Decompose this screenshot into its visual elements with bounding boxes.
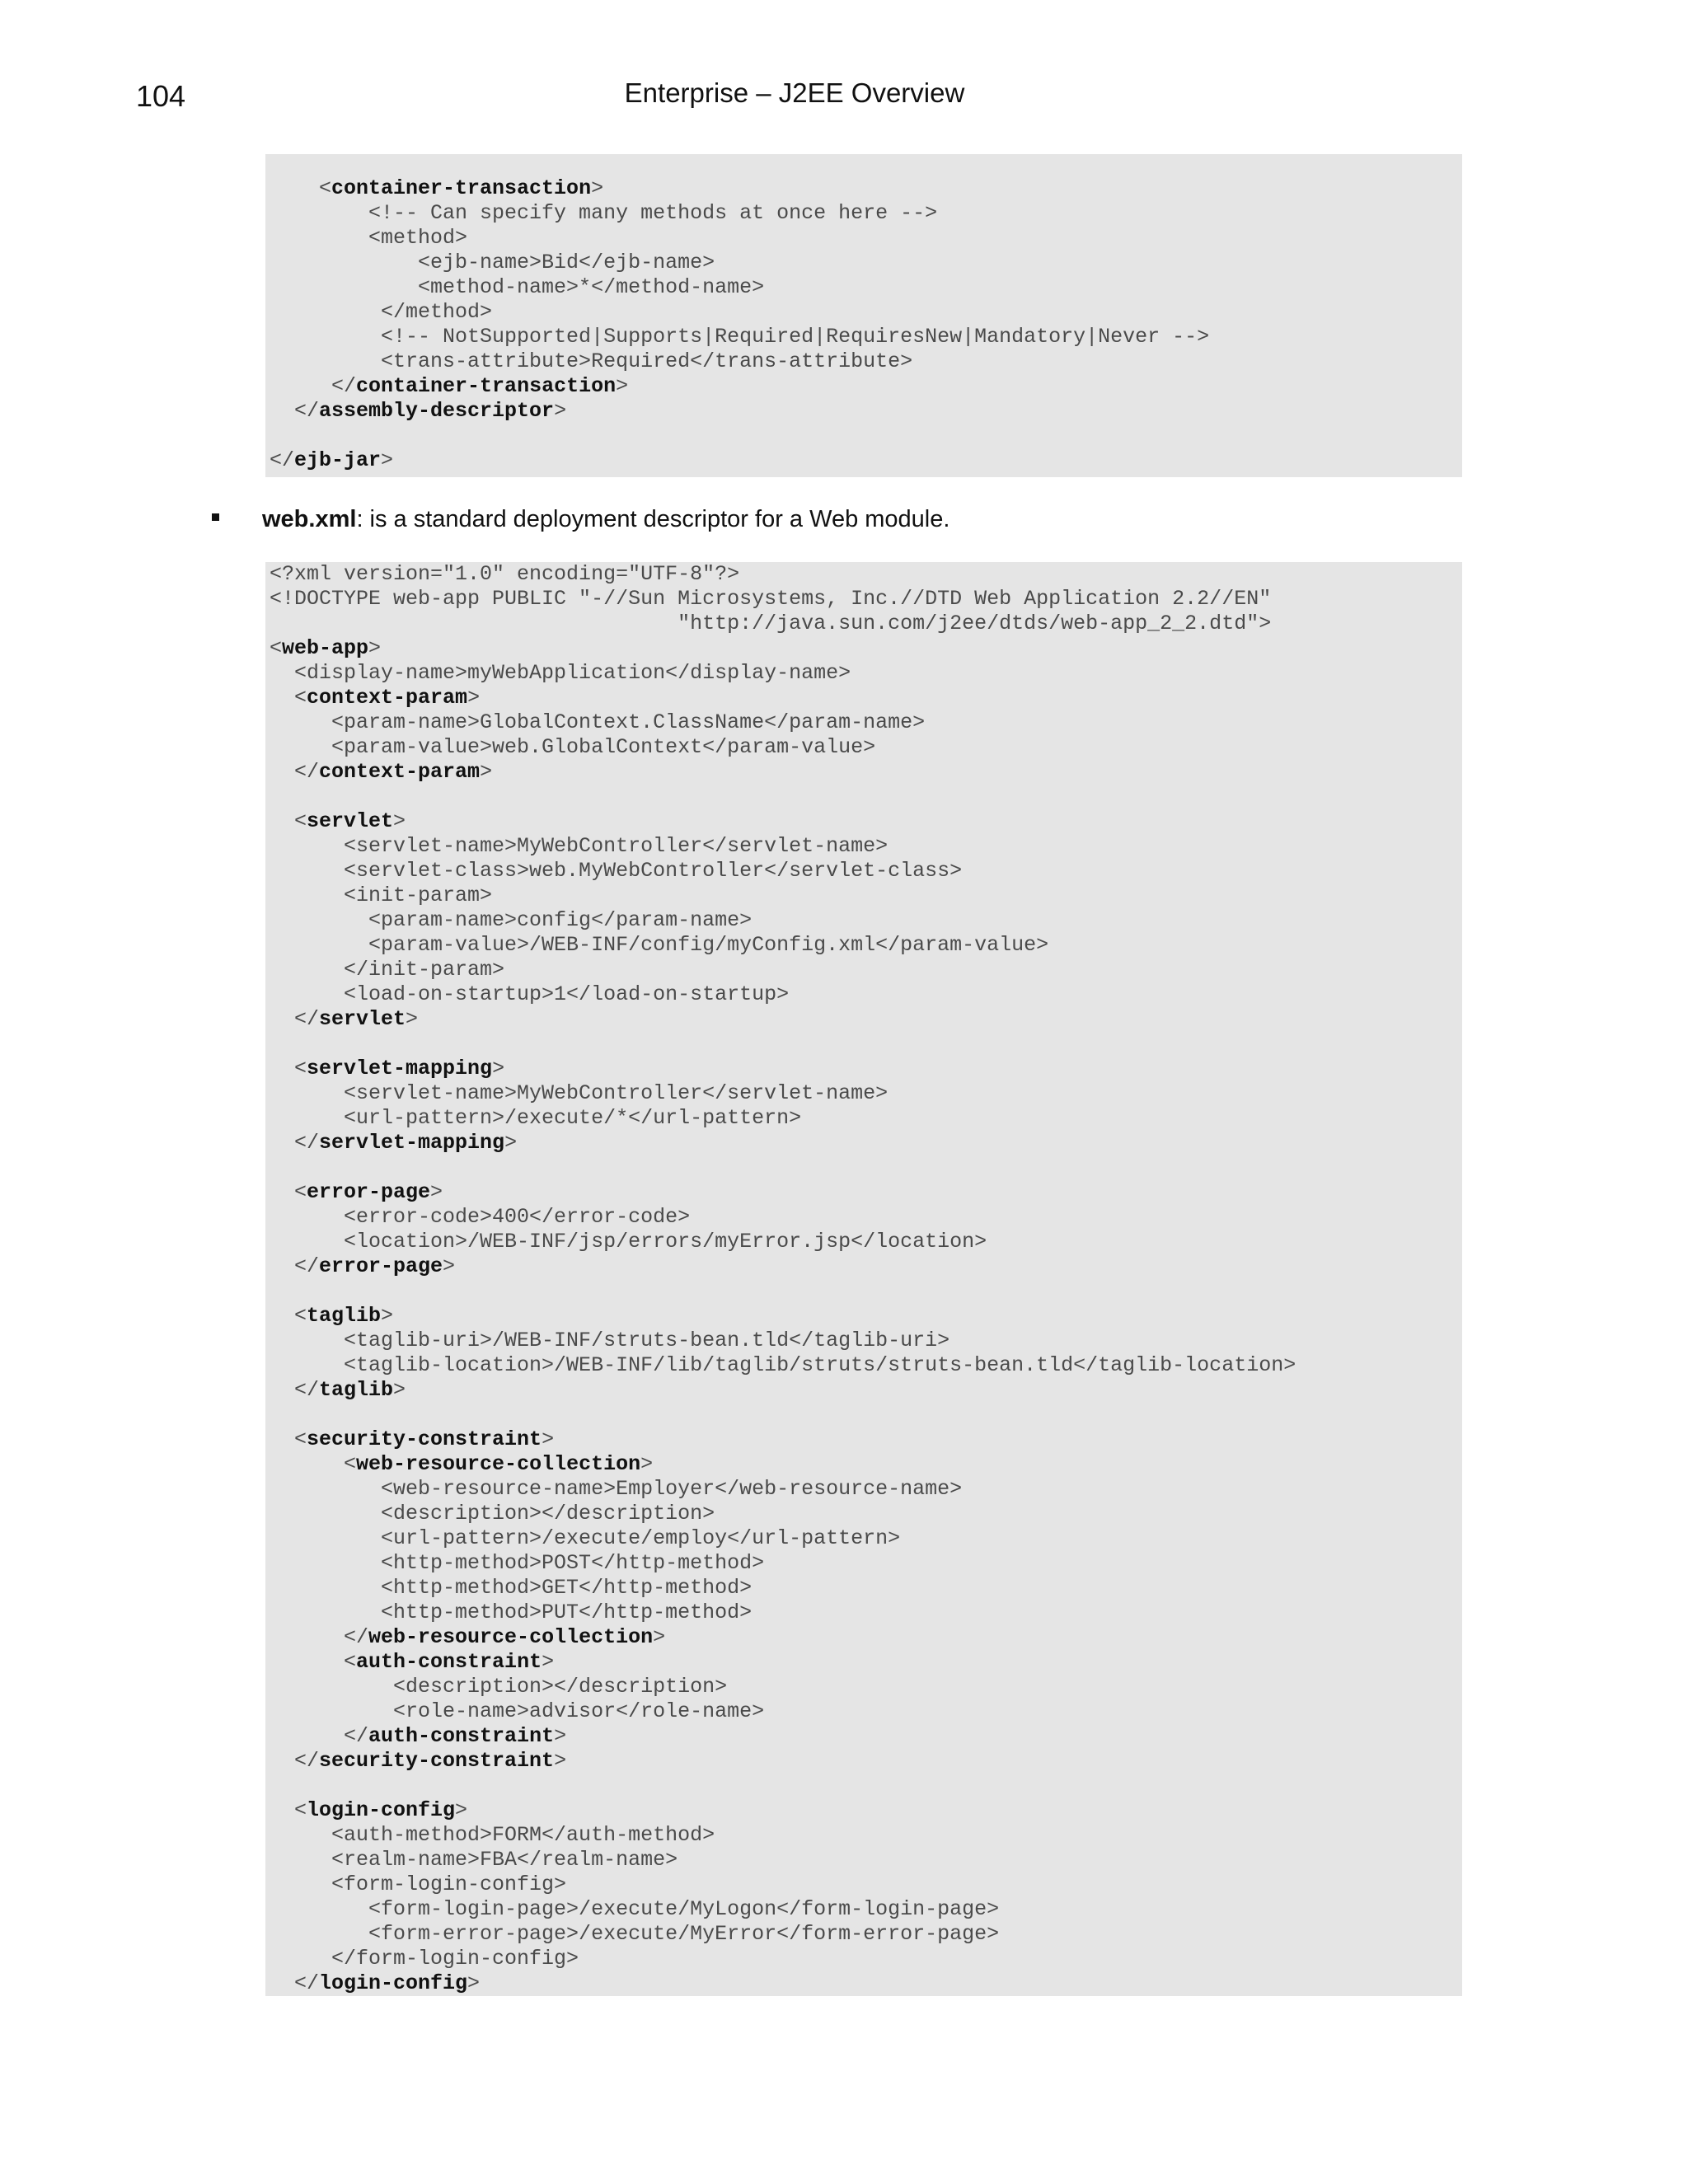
code-line [270,1699,764,1723]
code-text-segment: <realm-name>FBA</realm-name> [270,1848,678,1872]
code-line [270,251,715,274]
code-line [270,1353,1296,1377]
code-text-segment: > [480,760,493,784]
code-line [270,325,1209,349]
code-tag-name: ejb-jar [294,448,382,472]
code-line [270,908,752,932]
code-text-segment: <servlet-class>web.MyWebController</servlet-class> [270,859,963,883]
code-line [270,760,492,784]
code-tag-name: servlet-mapping [319,1131,505,1155]
code-text-segment: > [381,448,394,472]
code-line [270,1650,554,1674]
code-text-segment: < [270,1057,307,1080]
code-line [270,562,739,586]
code-line [270,958,504,982]
code-line [270,1329,950,1352]
code-line [270,176,603,200]
code-text-segment: <init-param> [270,883,493,907]
code-tag-name: error-page [319,1254,443,1278]
code-text-segment: </init-param> [270,958,505,982]
code-text-segment: <http-method>GET</http-method> [270,1576,753,1600]
code-line [270,809,406,833]
page-number: 104 [136,79,186,113]
code-text-segment: <!-- NotSupported|Supports|Required|RequiresNew|Mandatory|Never --> [270,325,1210,349]
code-text-segment: </ [270,1254,320,1278]
code-text-segment: <display-name>myWebApplication</display-name> [270,661,851,685]
code-line [270,1205,690,1229]
code-text-segment: <method-name>*</method-name> [270,275,765,299]
code-line [270,1304,393,1328]
code-text-segment: < [270,1798,307,1822]
code-line [270,1848,678,1872]
code-line [270,300,492,324]
code-text-segment: <url-pattern>/execute/employ</url-pattern> [270,1526,901,1550]
code-text-segment: > [393,809,406,833]
code-text-segment: > [406,1007,419,1031]
code-line [270,1947,579,1971]
code-line [270,1675,727,1699]
code-tag-name: web-resource-collection [368,1625,654,1649]
code-line [270,1007,418,1031]
code-text-segment: </ [270,1749,320,1773]
code-text-segment: <method> [270,226,468,250]
code-line [270,636,381,660]
bullet-text [262,506,950,533]
code-text-segment: < [270,176,332,200]
code-line [270,1971,480,1995]
code-line [270,661,851,685]
code-line [270,982,789,1006]
code-line [270,1081,888,1105]
code-text-segment: > [492,1057,505,1080]
code-text-segment: > [554,1749,567,1773]
code-line [270,686,480,710]
code-text-segment: <form-login-config> [270,1872,567,1896]
code-text-segment: <trans-attribute>Required</trans-attribute> [270,349,913,373]
code-text-segment: <form-error-page>/execute/MyError</form-error-page> [270,1922,1000,1946]
code-line [270,275,764,299]
code-text-segment: > [467,686,481,710]
code-text-segment: > [554,1724,567,1748]
code-text-segment: </ [270,1378,320,1402]
code-text-segment: <taglib-uri>/WEB-INF/struts-bean.tld</taglib-uri> [270,1329,950,1352]
code-text-segment: <param-value>web.GlobalContext</param-value> [270,735,876,759]
code-block-ejb-jar [265,154,1462,477]
code-text-segment: < [270,809,307,833]
code-text-segment: <param-name>config</param-name> [270,908,753,932]
code-text-segment: <description></description> [270,1502,715,1526]
code-text-segment: > [542,1427,555,1451]
code-text-segment: </ [270,1007,320,1031]
code-line [270,933,1048,957]
code-tag-name: taglib [319,1378,394,1402]
code-text-segment: <form-login-page>/execute/MyLogon</form-login-page> [270,1897,1000,1921]
code-text-segment: > [381,1304,394,1328]
code-tag-name: servlet-mapping [307,1057,493,1080]
code-line [270,710,925,734]
code-line [270,1798,467,1822]
code-line [270,1452,653,1476]
code-text-segment: > [368,636,382,660]
code-text-segment: > [591,176,604,200]
code-tag-name: container-transaction [331,176,592,200]
code-tag-name: web-app [282,636,369,660]
code-line [270,1230,987,1254]
code-text-segment: <http-method>POST</http-method> [270,1551,765,1575]
code-text-segment: < [270,1180,307,1204]
code-text-segment: < [270,686,307,710]
code-text-segment: <servlet-name>MyWebController</servlet-name> [270,834,889,858]
code-text-segment: <http-method>PUT</http-method> [270,1601,753,1624]
code-text-segment: </ [270,374,357,398]
code-line [270,1922,999,1946]
code-line [270,1378,406,1402]
code-line [270,735,875,759]
code-text-segment: </ [270,1625,369,1649]
code-text-segment: <role-name>advisor</role-name> [270,1699,765,1723]
code-text-segment: <?xml version="1.0" encoding="UTF-8"?> [270,562,740,586]
code-line [270,1625,665,1649]
code-line [270,1897,999,1921]
code-line [270,1601,752,1624]
code-text-segment: > [430,1180,443,1204]
code-text-segment: < [270,1452,357,1476]
code-text-segment: </method> [270,300,493,324]
code-text-segment: > [653,1625,666,1649]
code-text-segment: < [270,636,283,660]
square-bullet-icon [210,510,225,525]
code-text-segment: > [640,1452,654,1476]
code-text-segment: </form-login-config> [270,1947,579,1971]
code-text-segment: "http://java.sun.com/j2ee/dtds/web-app_2_2.dtd"> [270,612,1272,635]
code-line [270,201,937,225]
code-text-segment: <web-resource-name>Employer</web-resource-name> [270,1477,963,1501]
code-tag-name: context-param [307,686,468,710]
code-text-segment: <!-- Can specify many methods at once here --> [270,201,938,225]
code-listing [270,154,1458,473]
code-line [270,226,467,250]
code-text-segment: > [616,374,629,398]
code-line [270,448,393,472]
code-text-segment: <description></description> [270,1675,728,1699]
code-tag-name: context-param [319,760,481,784]
code-text-segment: < [270,1650,357,1674]
code-line [270,349,912,373]
code-tag-name: security-constraint [319,1749,555,1773]
code-text-segment: > [554,399,567,423]
code-line [270,1427,554,1451]
code-line [270,1724,566,1748]
code-line [270,859,962,883]
code-text-segment: > [455,1798,468,1822]
code-text-segment: > [504,1131,518,1155]
code-text-segment: <location>/WEB-INF/jsp/errors/myError.jsp</location> [270,1230,987,1254]
bullet-description: : is a standard deployment descriptor for a Web module. [356,506,950,532]
code-line [270,834,888,858]
code-text-segment: <servlet-name>MyWebController</servlet-name> [270,1081,889,1105]
code-line [270,1254,455,1278]
code-text-segment: <error-code>400</error-code> [270,1205,691,1229]
code-text-segment: <load-on-startup>1</load-on-startup> [270,982,790,1006]
bullet-term: web.xml [262,506,357,532]
code-text-segment: </ [270,1971,320,1995]
code-text-segment: </ [270,760,320,784]
code-tag-name: login-config [319,1971,468,1995]
code-line [270,883,492,907]
code-text-segment: <url-pattern>/execute/*</url-pattern> [270,1106,802,1130]
code-tag-name: web-resource-collection [356,1452,641,1476]
code-text-segment: <!DOCTYPE web-app PUBLIC "-//Sun Microsystems, Inc.//DTD Web Application 2.2//EN" [270,587,1272,611]
code-line [270,1526,900,1550]
code-line [270,1749,566,1773]
code-listing [270,562,1458,1996]
code-tag-name: login-config [307,1798,456,1822]
code-line [270,374,628,398]
code-line [270,1106,801,1130]
code-text-segment: </ [270,448,295,472]
code-block-web-xml [265,562,1462,1996]
code-text-segment: </ [270,399,320,423]
code-text-segment: </ [270,1131,320,1155]
code-line [270,1131,517,1155]
code-line [270,1872,566,1896]
code-tag-name: servlet [307,809,394,833]
code-text-segment: > [393,1378,406,1402]
code-tag-name: container-transaction [356,374,617,398]
code-tag-name: auth-constraint [356,1650,542,1674]
code-line [270,587,1271,611]
code-line [270,1502,715,1526]
code-line [270,1180,443,1204]
code-text-segment: </ [270,1724,369,1748]
code-tag-name: auth-constraint [368,1724,555,1748]
bullet-item-web-xml [210,506,950,533]
code-line [270,1057,504,1080]
code-text-segment: <taglib-location>/WEB-INF/lib/taglib/struts/struts-bean.tld</taglib-location> [270,1353,1296,1377]
code-tag-name: security-constraint [307,1427,542,1451]
code-text-segment: < [270,1427,307,1451]
code-text-segment: <auth-method>FORM</auth-method> [270,1823,715,1847]
code-line [270,612,1271,635]
code-text-segment: <param-name>GlobalContext.ClassName</param-name> [270,710,926,734]
code-line [270,1477,962,1501]
code-tag-name: error-page [307,1180,431,1204]
code-line [270,1551,764,1575]
code-text-segment: > [467,1971,481,1995]
code-text-segment: <param-value>/WEB-INF/config/myConfig.xml</param-value> [270,933,1049,957]
page-header-title: Enterprise – J2EE Overview [624,77,965,108]
code-text-segment: > [443,1254,456,1278]
code-tag-name: taglib [307,1304,382,1328]
code-line [270,399,566,423]
code-tag-name: servlet [319,1007,406,1031]
code-tag-name: assembly-descriptor [319,399,555,423]
code-text-segment: > [542,1650,555,1674]
code-line [270,1576,752,1600]
code-line [270,1823,715,1847]
code-text-segment: <ejb-name>Bid</ejb-name> [270,251,715,274]
code-text-segment: < [270,1304,307,1328]
